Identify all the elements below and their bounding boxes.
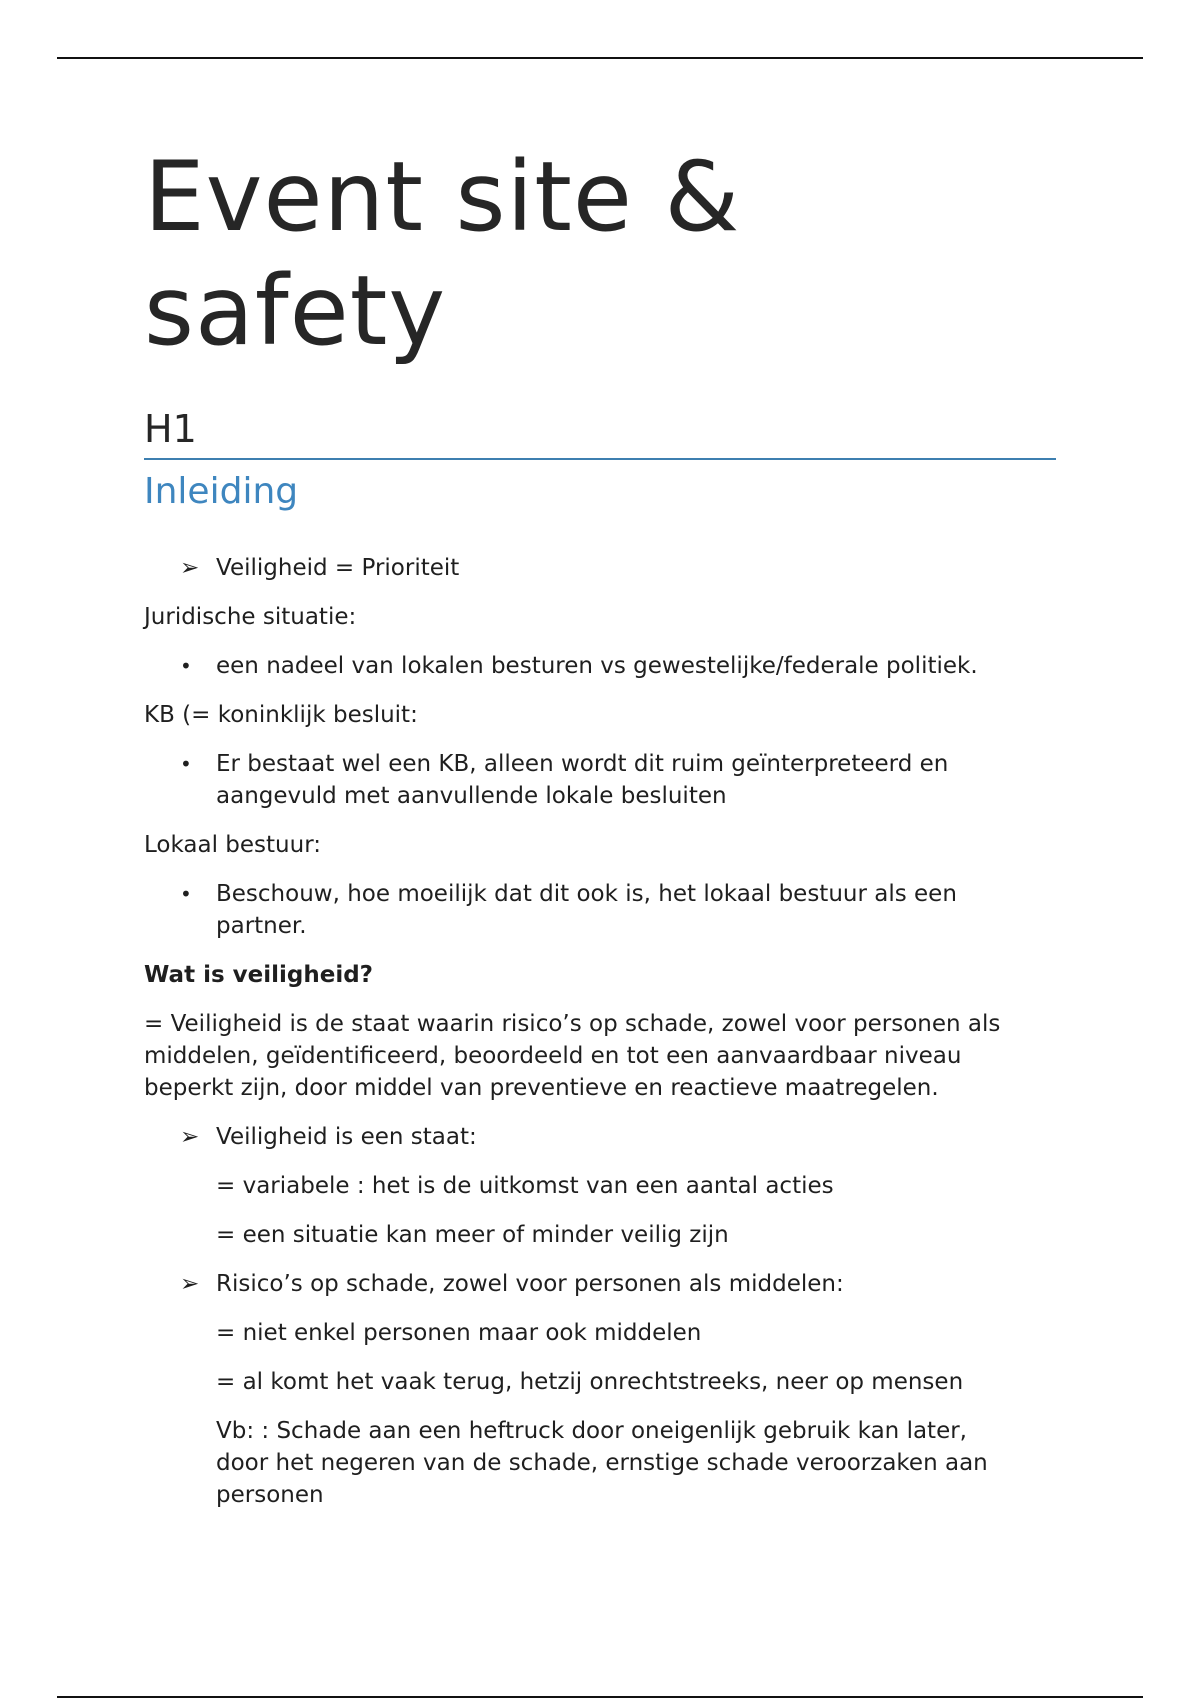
list-item-text-line-1: Beschouw, hoe moeilijk dat dit ook is, het lokaal bestuur als een: [216, 881, 957, 907]
definition-line-1: = Veiligheid is de staat waarin risico’s op schade, zowel voor personen als: [144, 1011, 1001, 1037]
list-item-text: Veiligheid = Prioriteit: [216, 555, 460, 581]
list-item-text-line-1: Er bestaat wel een KB, alleen wordt dit ruim geïnterpreteerd en: [216, 751, 949, 777]
kb-label: KB (= koninklijk besluit:: [144, 702, 418, 728]
lokaal-label: Lokaal bestuur:: [144, 832, 321, 858]
list-item-text: Veiligheid is een staat:: [216, 1124, 477, 1150]
section-heading: Inleiding: [144, 471, 299, 512]
list-item-text: een nadeel van lokalen besturen vs gewestelijke/federale politiek.: [216, 653, 978, 679]
list-item: [144, 552, 1056, 584]
example-line-2: door het negeren van de schade, ernstige schade veroorzaken aan: [216, 1450, 988, 1476]
definition-line-3: beperkt zijn, door middel van preventieve en reactieve maatregelen.: [144, 1075, 939, 1101]
list-item: [144, 878, 1056, 942]
juridisch-label: Juridische situatie:: [144, 604, 357, 630]
list-item: [144, 1268, 1056, 1300]
example-text: [144, 1415, 1056, 1511]
list-item: [144, 1121, 1056, 1153]
bullet-icon: •: [180, 654, 192, 678]
document-title: [144, 140, 1056, 368]
definition-line-2: middelen, geïdentificeerd, beoordeeld en tot een aanvaardbaar niveau: [144, 1043, 962, 1069]
document-body: [144, 140, 1056, 1511]
bullet-icon: •: [180, 752, 192, 776]
example-line-1: Vb: : Schade aan een heftruck door oneigenlijk gebruik kan later,: [216, 1418, 967, 1444]
sub-item: = niet enkel personen maar ook middelen: [216, 1320, 702, 1346]
chapter-heading: H1: [144, 406, 1056, 460]
top-rule: [57, 57, 1143, 59]
sub-item: = al komt het vaak terug, hetzij onrechtstreeks, neer op mensen: [216, 1369, 964, 1395]
veiligheid-heading: Wat is veiligheid?: [144, 962, 374, 988]
bullet-icon: •: [180, 882, 192, 906]
arrow-bullet-icon: ➢: [180, 1124, 200, 1150]
example-line-3: personen: [216, 1482, 324, 1508]
sub-item: = een situatie kan meer of minder veilig zijn: [216, 1222, 729, 1248]
arrow-bullet-icon: ➢: [180, 1271, 200, 1297]
bottom-rule: [57, 1696, 1143, 1698]
list-item: [144, 650, 1056, 682]
list-item-text: Risico’s op schade, zowel voor personen als middelen:: [216, 1271, 844, 1297]
list-item: [144, 748, 1056, 812]
title-line-2: safety: [144, 255, 447, 367]
list-item-text-line-2: partner.: [216, 913, 307, 939]
list-item-text-line-2: aangevuld met aanvullende lokale besluiten: [216, 783, 727, 809]
title-line-1: Event site &: [144, 141, 741, 253]
veiligheid-definition: [144, 1008, 1056, 1104]
sub-item: = variabele : het is de uitkomst van een aantal acties: [216, 1173, 834, 1199]
arrow-bullet-icon: ➢: [180, 555, 200, 581]
